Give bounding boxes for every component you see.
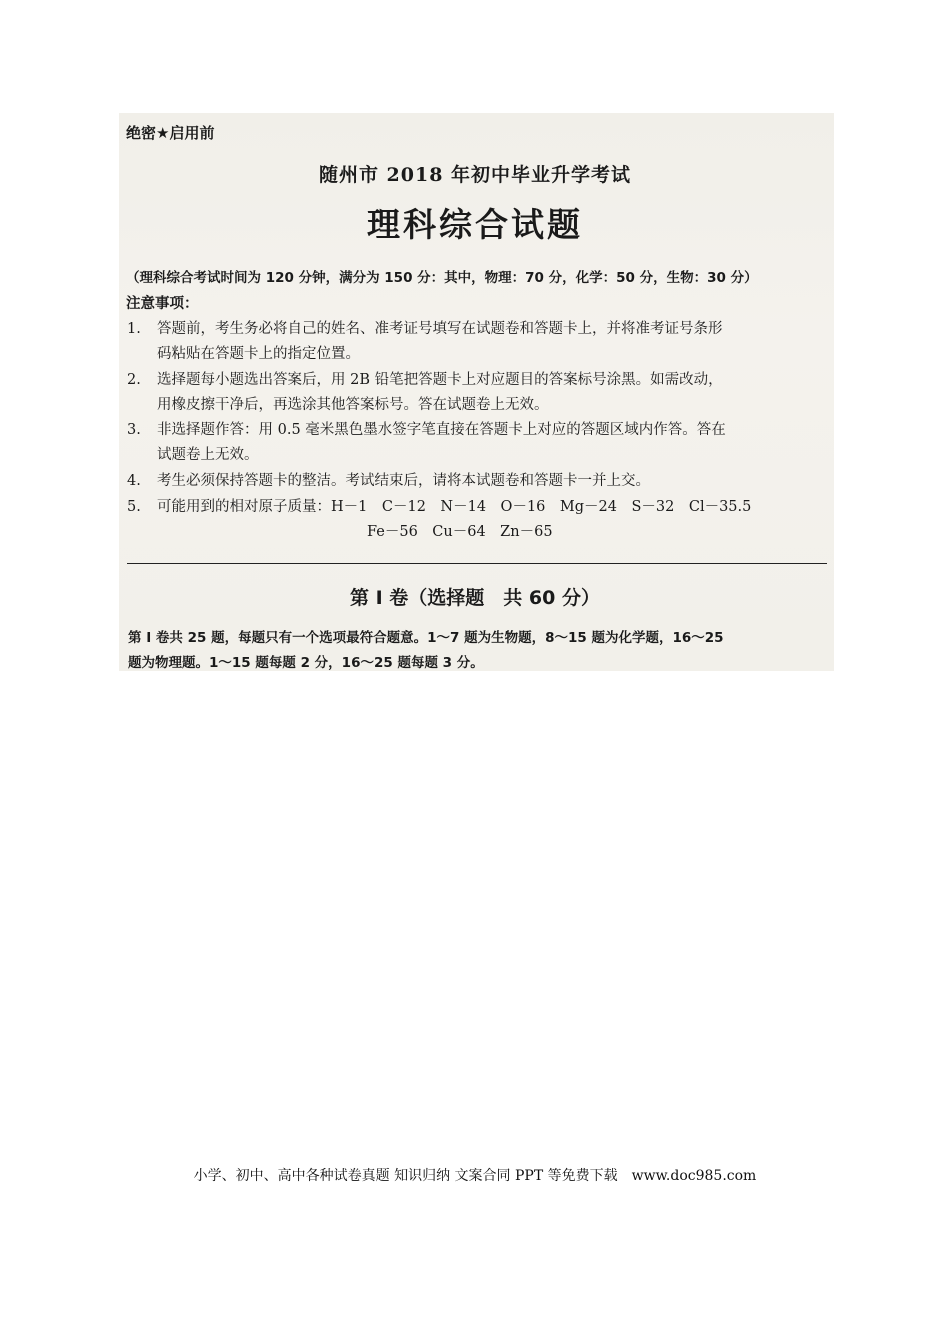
divider-line	[127, 563, 827, 564]
notice-item-number: 4.	[127, 473, 141, 489]
section-description: 第 I 卷共 25 题，每题只有一个选项最符合题意。1～7 题为生物题，8～15 题为化学题，16～25	[128, 630, 724, 646]
notice-item	[127, 495, 751, 516]
notice-item-number: 5.	[127, 499, 141, 515]
notice-item-number: 2.	[127, 372, 141, 388]
section-description-continuation: 题为物理题。1～15 题每题 2 分，16～25 题每题 3 分。	[128, 655, 484, 671]
secret-mark: 绝密★启用前	[126, 124, 215, 142]
notice-item-text: 可能用到的相对原子质量：H－1 C－12 N－14 O－16 Mg－24 S－32 Cl－35.5	[157, 499, 752, 515]
notice-item-text: 非选择题作答：用 0.5 毫米黑色墨水签字笔直接在答题卡上对应的答题区域内作答。答在	[157, 422, 726, 438]
atomic-mass-continuation: Fe－56 Cu－64 Zn－65	[367, 524, 553, 540]
notice-heading: 注意事项：	[126, 296, 199, 312]
notice-item-continuation: 码粘贴在答题卡上的指定位置。	[157, 346, 360, 362]
exam-title: 理科综合试题	[367, 205, 583, 244]
notice-item	[127, 469, 650, 490]
notice-item-text: 考生必须保持答题卡的整洁。考试结束后，请将本试题卷和答题卡一并上交。	[157, 473, 650, 489]
notice-item-continuation: 用橡皮擦干净后，再选涂其他答案标号。答在试题卷上无效。	[157, 397, 549, 413]
notice-item-number: 3.	[127, 422, 141, 438]
notice-item	[127, 317, 723, 338]
exam-subtitle: 随州市 2018 年初中毕业升学考试	[318, 164, 632, 186]
notice-item-text: 答题前，考生务必将自己的姓名、准考证号填写在试题卷和答题卡上，并将准考证号条形	[157, 321, 723, 337]
notice-item-text: 选择题每小题选出答案后，用 2B 铅笔把答题卡上对应题目的答案标号涂黑。如需改动，	[157, 372, 723, 388]
notice-item-continuation: 试题卷上无效。	[157, 447, 259, 463]
notice-item	[127, 368, 723, 389]
notice-item-number: 1.	[127, 321, 141, 337]
exam-time-note: （理科综合考试时间为 120 分钟，满分为 150 分：其中，物理：70 分，化学：50 分，生物：30 分）	[126, 270, 758, 286]
notice-item	[127, 418, 726, 439]
footer-download-note: 小学、初中、高中各种试卷真题 知识归纳 文案合同 PPT 等免费下载 www.doc985.com	[193, 1168, 757, 1184]
section-title: 第 I 卷（选择题 共 60 分）	[350, 587, 600, 609]
